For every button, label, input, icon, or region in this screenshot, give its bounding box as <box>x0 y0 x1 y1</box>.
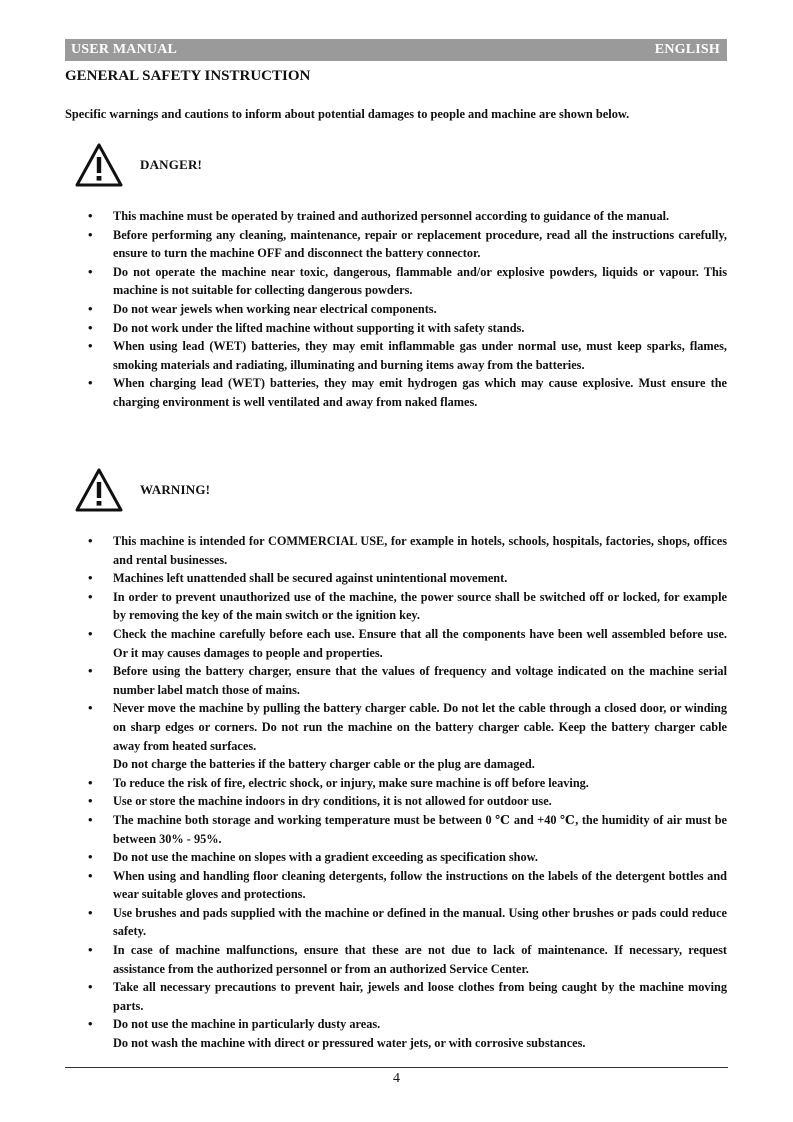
list-item-text: Machines left unattended shall be secured against unintentional movement. <box>113 571 508 586</box>
header-left-label: USER MANUAL <box>71 42 178 57</box>
footer-divider <box>65 1067 728 1068</box>
list-item-text: To reduce the risk of fire, electric shock, or injury, make sure machine is off before leaving. <box>113 775 589 790</box>
list-item-text: Take all necessary precautions to prevent hair, jewels and loose clothes from being caught by the machine moving parts. <box>113 980 727 1013</box>
list-item <box>88 569 727 588</box>
danger-label: DANGER! <box>140 157 203 172</box>
list-item-text: In case of machine malfunctions, ensure that these are not due to lack of maintenance. If necessary, request assistance from the authorized personnel or from an authorized Service Center. <box>113 943 727 976</box>
list-item: • When using lead (WET) batteries, they may emit inflammable gas under normal use, must keep sparks, flames, smoking materials and radiating, illuminating and burning items away from the batteries. <box>88 337 727 374</box>
list-item: • Do not operate the machine near toxic, dangerous, flammable and/or explosive powders, liquids or vapour. This machine is not suitable for collecting dangerous powders. <box>88 263 727 300</box>
list-item-text: Before using the battery charger, ensure that the values of frequency and voltage indicated on the machine serial number label match those of mains. <box>113 664 727 697</box>
list-item: • Do not wear jewels when working near electrical components. <box>88 300 727 319</box>
list-item <box>88 848 727 867</box>
header-language-label: ENGLISH <box>654 42 720 57</box>
list-item <box>88 904 727 941</box>
list-item-extra-text: Do not wash the machine with direct or pressured water jets, or with corrosive substances. <box>113 1036 586 1051</box>
list-item <box>88 792 727 811</box>
list-item-text: Check the machine carefully before each use. Ensure that all the components have been well assembled before use. Or it may causes damages to people and properties. <box>113 626 727 660</box>
list-item-text: The machine both storage and working temperature must be between 0 ℃ and +40 ℃, the humidity of air must be between 30% - 95%. <box>113 812 727 846</box>
list-item <box>88 588 727 625</box>
list-item <box>88 699 727 773</box>
list-item <box>88 811 727 848</box>
list-item <box>88 662 727 699</box>
warning-triangle-icon <box>74 467 124 513</box>
page-number: 4 <box>393 1071 400 1086</box>
list-item: • Do not work under the lifted machine without supporting it with safety stands. <box>88 319 727 338</box>
warning-list <box>88 532 727 1053</box>
list-item <box>88 1015 727 1052</box>
page-title: GENERAL SAFETY INSTRUCTION <box>65 68 311 84</box>
list-item <box>88 532 727 569</box>
danger-heading <box>74 142 202 188</box>
list-item: • When charging lead (WET) batteries, they may emit hydrogen gas which may cause explosive. Must ensure the charging environment is well ventilated and away from naked flames. <box>88 374 727 411</box>
list-item-text: When using and handling floor cleaning detergents, follow the instructions on the labels of the detergent bottles and wear suitable gloves and protections. <box>113 868 727 902</box>
list-item-extra-text: Do not charge the batteries if the battery charger cable or the plug are damaged. <box>113 757 535 772</box>
list-item <box>88 978 727 1015</box>
list-item-text: Never move the machine by pulling the battery charger cable. Do not let the cable through a closed door, or winding on sharp edges or corners. Do not run the machine on the battery charger cable. Keep the battery charger cable away from heated surfaces. <box>113 701 727 753</box>
danger-list <box>88 207 727 412</box>
list-item-text: Do not use the machine in particularly dusty areas. <box>113 1017 381 1032</box>
header-bar <box>65 39 727 61</box>
warning-label: WARNING! <box>140 482 211 497</box>
list-item: • This machine must be operated by trained and authorized personnel according to guidance of the manual. <box>88 207 727 226</box>
list-item-text: In order to prevent unauthorized use of the machine, the power source shall be switched off or locked, for example by removing the key of the main switch or the ignition key. <box>113 589 727 623</box>
list-item <box>88 625 727 662</box>
warning-heading <box>74 467 210 513</box>
warning-triangle-icon <box>74 142 124 188</box>
list-item <box>88 867 727 904</box>
list-item-text: This machine is intended for COMMERCIAL USE, for example in hotels, schools, hospitals, factories, shops, offices and rental businesses. <box>113 534 727 567</box>
list-item: • Before performing any cleaning, maintenance, repair or replacement procedure, read all the instructions carefully, ensure to turn the machine OFF and disconnect the battery connector. <box>88 226 727 263</box>
list-item <box>88 941 727 978</box>
list-item <box>88 774 727 793</box>
intro-text: Specific warnings and cautions to inform about potential damages to people and machine are shown below. <box>65 107 630 121</box>
list-item-text: Do not use the machine on slopes with a gradient exceeding as specification show. <box>113 850 538 865</box>
list-item-text: Use brushes and pads supplied with the machine or defined in the manual. Using other brushes or pads could reduce safety. <box>113 905 727 939</box>
list-item-text: Use or store the machine indoors in dry conditions, it is not allowed for outdoor use. <box>113 794 552 809</box>
